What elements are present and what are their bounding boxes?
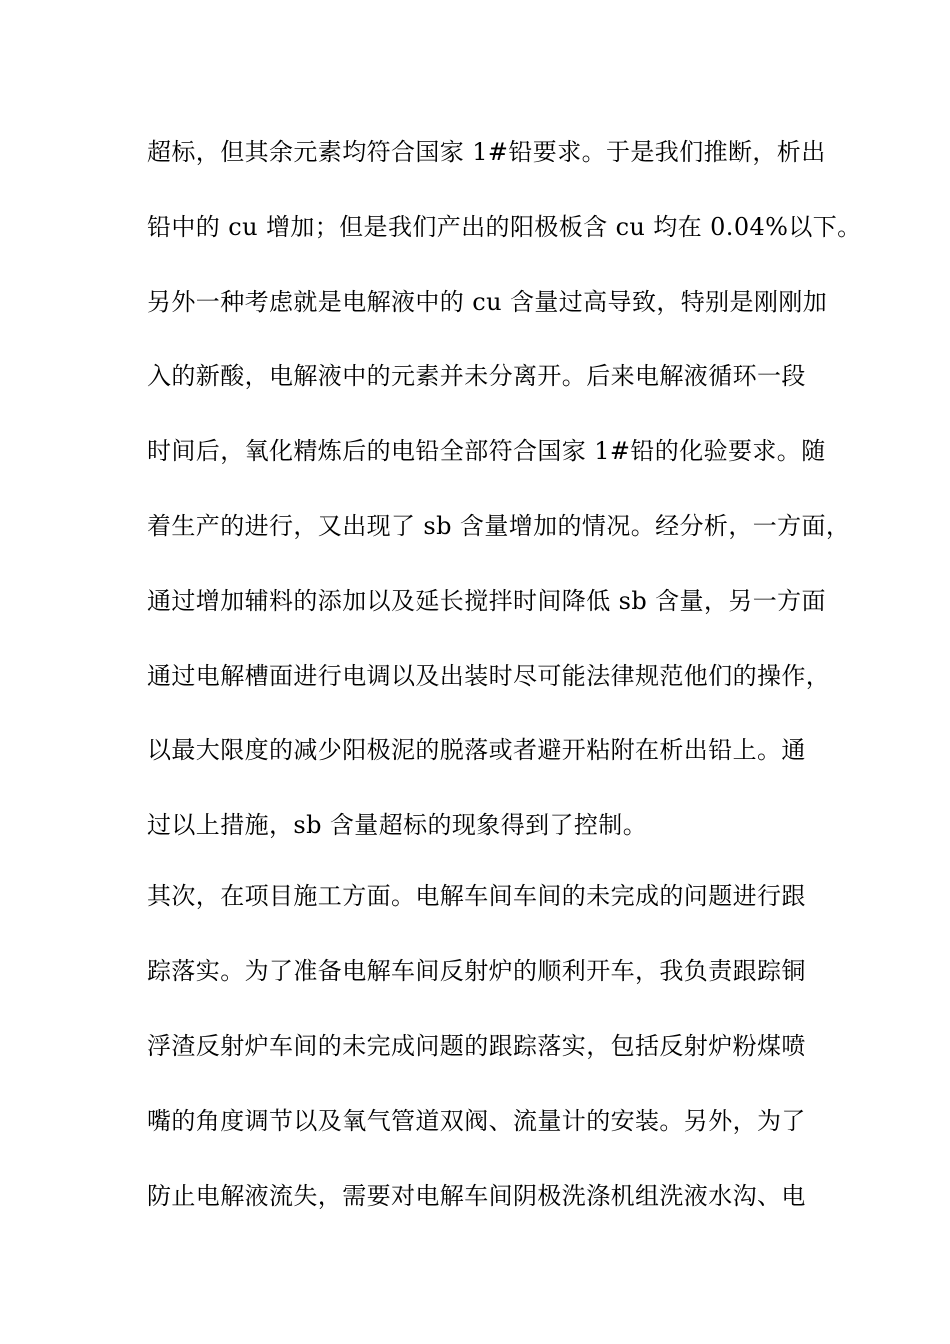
text-line-10: 过以上措施，sb 含量超标的现象得到了控制。 (147, 811, 648, 839)
text-line-14: 嘴的角度调节以及氧气管道双阀、流量计的安装。另外，为了 (147, 1107, 806, 1135)
text-line-3: 另外一种考虑就是电解液中的 cu 含量过高导致，特别是刚刚加 (147, 288, 828, 316)
text-line-9: 以最大限度的减少阳极泥的脱落或者避开粘附在析出铅上。通 (147, 736, 806, 764)
text-line-4: 入的新酸，电解液中的元素并未分离开。后来电解液循环一段 (147, 362, 806, 390)
text-line-13: 浮渣反射炉车间的未完成问题的跟踪落实，包括反射炉粉煤喷 (147, 1032, 806, 1060)
text-line-1: 超标，但其余元素均符合国家 1#铅要求。于是我们推断，析出 (147, 138, 826, 166)
text-line-15: 防止电解液流失，需要对电解车间阴极洗涤机组洗液水沟、电 (147, 1182, 806, 1210)
text-line-2: 铅中的 cu 增加；但是我们产出的阳极板含 cu 均在 0.04%以下。 (147, 213, 862, 241)
text-line-7: 通过增加辅料的添加以及延长搅拌时间降低 sb 含量，另一方面 (147, 587, 826, 615)
text-line-5: 时间后，氧化精炼后的电铅全部符合国家 1#铅的化验要求。随 (147, 437, 826, 465)
text-line-12: 踪落实。为了准备电解车间反射炉的顺利开车，我负责跟踪铜 (147, 957, 806, 985)
text-line-11: 其次，在项目施工方面。电解车间车间的未完成的问题进行跟 (147, 882, 806, 910)
text-line-8: 通过电解槽面进行电调以及出装时尽可能法律规范他们的操作， (147, 662, 831, 690)
text-line-6: 着生产的进行，又出现了 sb 含量增加的情况。经分析，一方面， (147, 512, 851, 540)
